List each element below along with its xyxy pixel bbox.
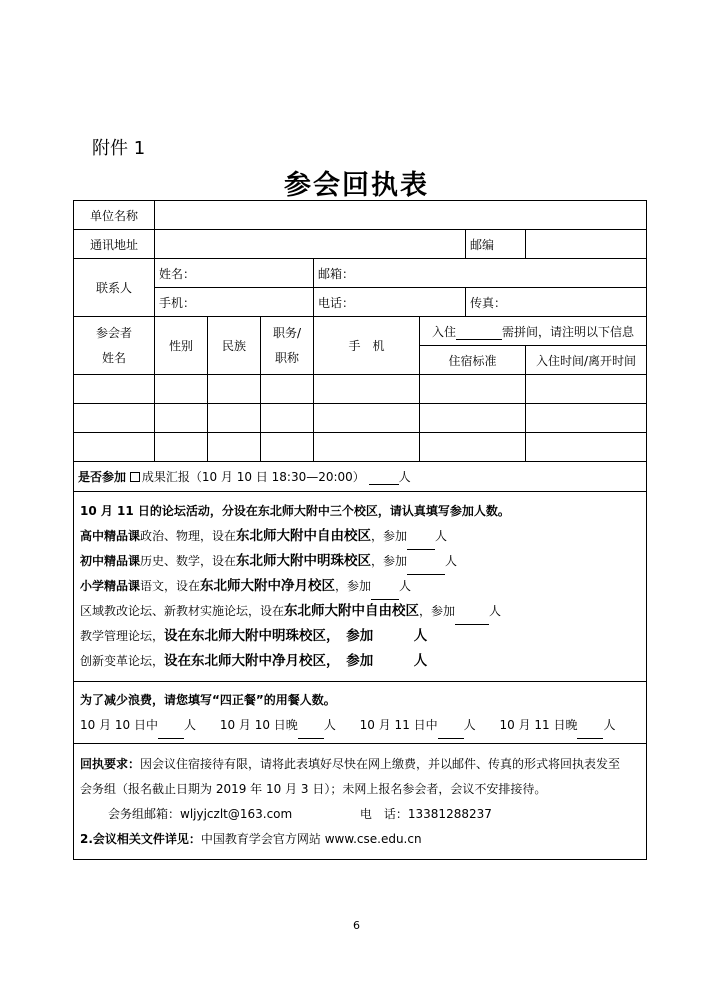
management-forum	[80, 624, 640, 649]
shared-room-blank[interactable]	[456, 325, 502, 340]
person-unit: 人	[445, 554, 458, 568]
junior-school-count-blank[interactable]	[407, 549, 445, 575]
meal-oct11-dinner-blank[interactable]	[577, 713, 603, 739]
reply-text-line2: 会务组（报名截止日期为 2019 年 10 月 3 日）；未网上报名参会者，会议不安排接待。	[80, 781, 547, 796]
unit-name-field[interactable]	[155, 201, 647, 230]
management-forum-text: 教学管理论坛，	[80, 629, 165, 643]
junior-school-label: 初中精品课	[80, 554, 141, 568]
high-school-label: 高中精品课	[80, 529, 141, 543]
phone-number: 13381288237	[407, 806, 492, 821]
reply-section	[74, 744, 647, 860]
person-unit: 人	[399, 579, 412, 593]
innovation-forum-text: 创新变革论坛，	[80, 654, 165, 668]
attendee-cell[interactable]	[155, 375, 208, 404]
innovation-forum	[80, 649, 640, 674]
regional-forum	[80, 599, 640, 624]
contact-email-field[interactable]	[314, 259, 647, 288]
meals-section	[74, 682, 647, 744]
unit-name-label: 单位名称	[74, 201, 155, 230]
name-label: 姓名：	[159, 266, 196, 281]
attendee-cell[interactable]	[526, 404, 647, 433]
postcode-label: 邮编	[466, 230, 526, 259]
meal-oct11-dinner-label: 10 月 11 日晚	[499, 717, 578, 732]
postcode-field[interactable]	[526, 230, 647, 259]
files-text: 中国教育学会官方网站 www.cse.edu.cn	[200, 831, 422, 846]
attendee-row	[74, 433, 647, 462]
meals-intro: 为了减少浪费，请您填写“四正餐”的用餐人数。	[80, 692, 336, 707]
person-unit: 人	[489, 604, 502, 618]
meal-oct10-lunch-blank[interactable]	[158, 713, 184, 739]
high-school-count-blank[interactable]	[407, 524, 435, 550]
reply-label: 回执要求：	[80, 756, 141, 771]
attendee-cell[interactable]	[155, 404, 208, 433]
attendee-cell[interactable]	[208, 375, 261, 404]
report-unit: 人	[398, 470, 411, 484]
report-checkbox-label: 成果汇报（10 月 10 日 18:30—20:00）	[141, 470, 365, 484]
meal-unit: 人	[603, 717, 616, 732]
attendee-cell[interactable]	[261, 375, 314, 404]
innovation-forum-campus: 设在东北师大附中净月校区， 参加 人	[164, 653, 428, 669]
room-standard-header: 住宿标准	[420, 346, 526, 375]
accommodation-header	[420, 317, 647, 346]
attendee-row	[74, 375, 647, 404]
email-label: 邮箱：	[318, 266, 355, 281]
attendee-cell[interactable]	[208, 404, 261, 433]
attendee-cell[interactable]	[261, 433, 314, 462]
meal-oct10-lunch-label: 10 月 10 日中	[80, 717, 158, 732]
forum-section	[74, 492, 647, 682]
primary-school-join: ，参加	[335, 579, 372, 593]
mobile-header: 手 机	[314, 317, 420, 375]
management-forum-campus: 设在东北师大附中明珠校区， 参加 人	[164, 628, 428, 644]
reply-text: 因会议住宿接待有限，请将此表填好尽快在网上缴费，并以邮件、传真的形式将回执表发至	[140, 756, 621, 771]
files-info	[80, 827, 640, 852]
attachment-label: 附件 1	[92, 138, 146, 159]
contact-phone-field[interactable]	[314, 288, 466, 317]
high-school-campus: 东北师大附中自由校区	[236, 528, 372, 544]
report-count-blank[interactable]	[369, 470, 399, 485]
report-checkbox[interactable]	[130, 472, 140, 482]
meal-unit: 人	[323, 717, 336, 732]
primary-school-label: 小学精品课	[80, 579, 141, 593]
registration-form-table	[73, 200, 647, 860]
contact-name-field[interactable]	[155, 259, 314, 288]
gender-header: 性别	[155, 317, 208, 375]
address-field[interactable]	[155, 230, 466, 259]
phone-label: 电话：	[318, 295, 355, 310]
files-label: 2.会议相关文件详见：	[80, 831, 201, 846]
forum-intro: 10 月 11 日的论坛活动，分设在东北师大附中三个校区，请认真填写参加人数。	[80, 504, 510, 518]
regional-count-blank[interactable]	[455, 599, 489, 625]
primary-school-campus: 东北师大附中净月校区	[200, 578, 336, 594]
attendee-header-line1: 参会者	[95, 325, 132, 340]
attendee-cell[interactable]	[74, 433, 155, 462]
attendee-cell[interactable]	[314, 433, 420, 462]
attendee-header-line2: 姓名	[101, 350, 126, 365]
attendee-name-header	[74, 317, 155, 375]
meal-oct11-lunch-blank[interactable]	[438, 713, 464, 739]
checkin-time-header: 入住时间/离开时间	[526, 346, 647, 375]
attendee-cell[interactable]	[74, 375, 155, 404]
mobile-label: 手机：	[159, 295, 196, 310]
attendee-cell[interactable]	[420, 433, 526, 462]
attendee-cell[interactable]	[420, 404, 526, 433]
meals-counts	[80, 713, 640, 738]
meal-unit: 人	[183, 717, 196, 732]
attendee-cell[interactable]	[261, 404, 314, 433]
attendee-cell[interactable]	[526, 375, 647, 404]
attendee-row	[74, 404, 647, 433]
phone-info-label: 电 话：	[359, 806, 408, 821]
regional-forum-campus: 东北师大附中自由校区	[284, 603, 420, 619]
junior-school-forum	[80, 549, 640, 574]
primary-school-forum	[80, 574, 640, 599]
high-school-subjects: 政治、物理，设在	[140, 529, 237, 543]
meal-oct10-dinner-label: 10 月 10 日晚	[219, 717, 298, 732]
attendee-cell[interactable]	[314, 404, 420, 433]
meal-oct10-dinner-blank[interactable]	[298, 713, 324, 739]
attendee-cell[interactable]	[208, 433, 261, 462]
attend-label: 是否参加	[78, 470, 127, 484]
high-school-join: ，参加	[371, 529, 408, 543]
contact-fax-field[interactable]	[466, 288, 647, 317]
attendee-cell[interactable]	[526, 433, 647, 462]
junior-school-join: ，参加	[371, 554, 408, 568]
junior-school-campus: 东北师大附中明珠校区	[236, 553, 372, 569]
page-number: 6	[353, 919, 360, 932]
job-title-line1: 职务/	[272, 325, 302, 340]
fax-label: 传真：	[470, 295, 507, 310]
ethnicity-header: 民族	[208, 317, 261, 375]
meal-unit: 人	[463, 717, 476, 732]
junior-school-subjects: 历史、数学，设在	[140, 554, 237, 568]
stay-post-label: 需拼间，请注明以下信息	[502, 324, 635, 339]
attendee-cell[interactable]	[155, 433, 208, 462]
reply-requirement	[80, 752, 640, 777]
contact-info	[80, 802, 640, 827]
primary-school-count-blank[interactable]	[371, 574, 399, 600]
email-address: wljyjczlt@163.com	[180, 806, 293, 821]
attendee-cell[interactable]	[74, 404, 155, 433]
person-unit: 人	[435, 529, 448, 543]
regional-forum-join: ，参加	[419, 604, 456, 618]
contact-mobile-field[interactable]	[155, 288, 314, 317]
form-title: 参会回执表	[284, 170, 429, 201]
stay-pre-label: 入住	[432, 324, 457, 339]
primary-school-subjects: 语文，设在	[140, 579, 201, 593]
regional-forum-text: 区域教改论坛、新教材实施论坛，设在	[80, 604, 285, 618]
attendee-cell[interactable]	[314, 375, 420, 404]
contact-label: 联系人	[74, 259, 155, 317]
attendance-section	[74, 462, 647, 492]
email-info-label: 会务组邮箱：	[108, 806, 181, 821]
address-label: 通讯地址	[74, 230, 155, 259]
high-school-forum	[80, 524, 640, 549]
meal-oct11-lunch-label: 10 月 11 日中	[359, 717, 438, 732]
job-title-header	[261, 317, 314, 375]
attendee-cell[interactable]	[420, 375, 526, 404]
job-title-line2: 职称	[274, 350, 299, 365]
